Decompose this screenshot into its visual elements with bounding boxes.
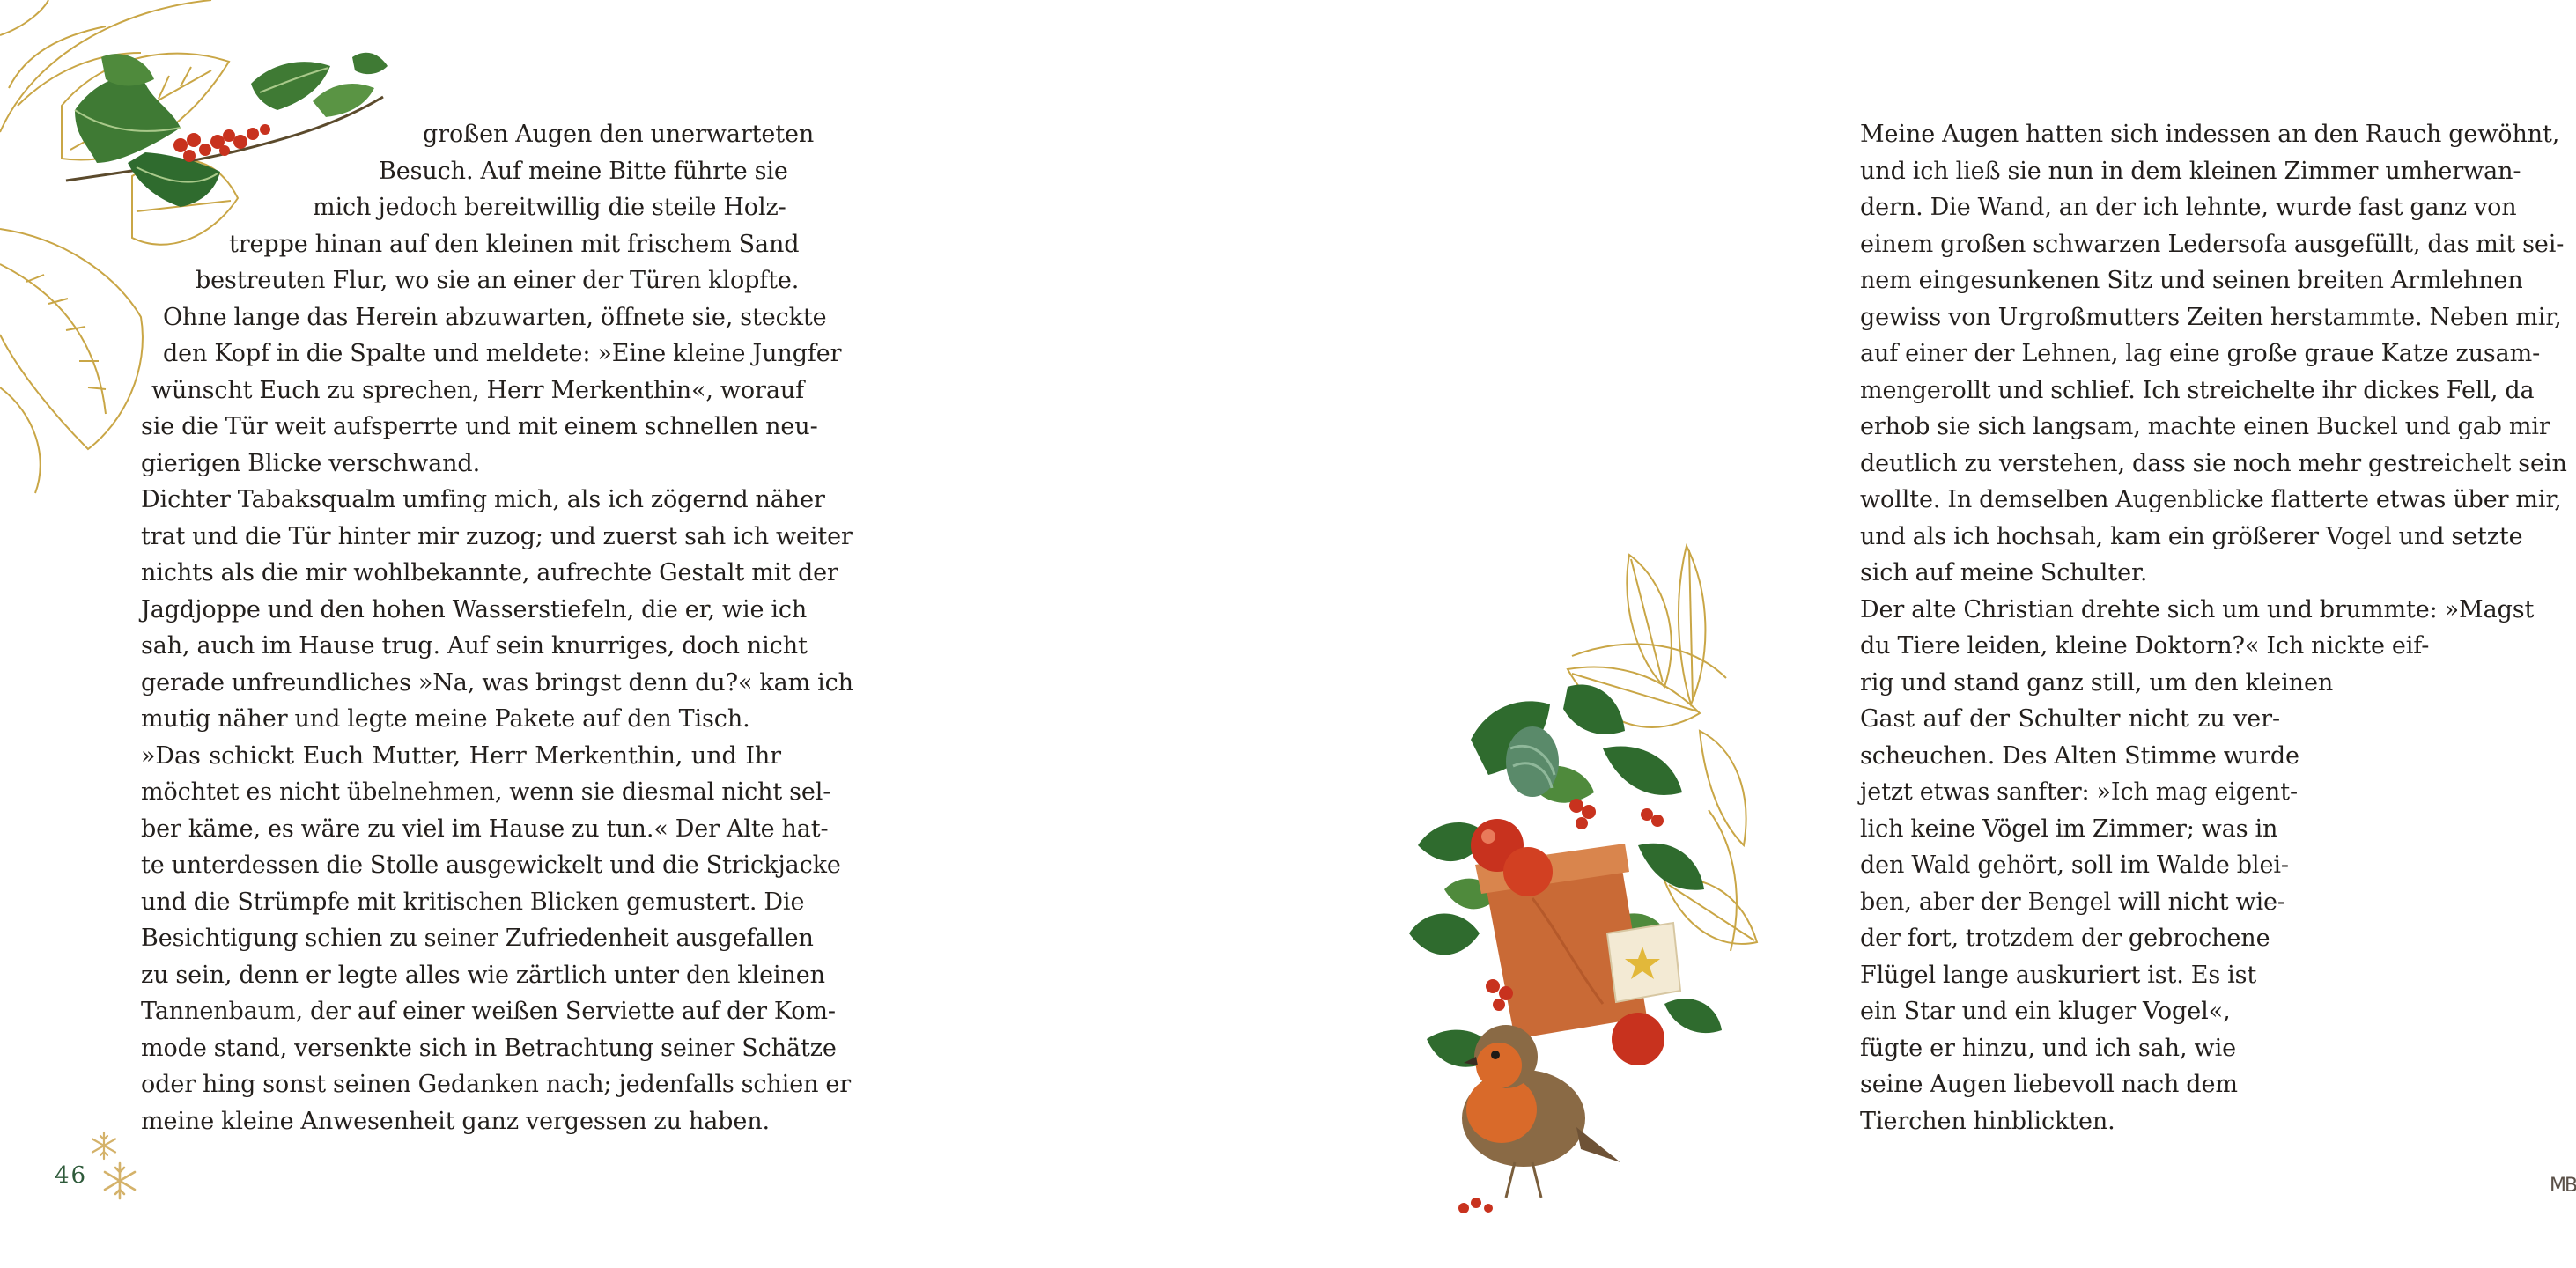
page-number: 46 xyxy=(55,1162,88,1189)
text-line: und die Strümpfe mit kritischen Blicken gemustert. Die xyxy=(141,888,805,916)
text-line: auf einer der Lehnen, lag eine große graue Katze zusam- xyxy=(1860,340,2541,367)
text-line: lich keine Vögel im Zimmer; was in xyxy=(1860,815,2278,843)
text-line: Besuch. Auf meine Bitte führte sie xyxy=(379,157,788,185)
text-line: deutlich zu verstehen, dass sie noch mehr gestreichelt sein xyxy=(1860,449,2567,477)
text-line: wollte. In demselben Augenblicke flatterte etwas über mir, xyxy=(1860,486,2562,513)
text-line: Der alte Christian drehte sich um und brummte: »Magst xyxy=(1860,595,2535,623)
artist-signature: MB xyxy=(2550,1175,2576,1197)
text-line: Tannenbaum, der auf einer weißen Serviette auf der Kom- xyxy=(141,998,836,1025)
text-line: Besichtigung schien zu seiner Zufriedenheit ausgefallen xyxy=(141,925,814,952)
text-line: nichts als die mir wohlbekannte, aufrechte Gestalt mit der xyxy=(141,559,838,586)
text-line: mich jedoch bereitwillig die steile Holz- xyxy=(313,194,786,221)
text-line: ben, aber der Bengel will nicht wie- xyxy=(1860,888,2285,916)
text-line: einem großen schwarzen Ledersofa ausgefüllt, das mit sei- xyxy=(1860,230,2565,258)
text-line: oder hing sonst seinen Gedanken nach; jedenfalls schien er xyxy=(141,1071,852,1098)
text-line: mengerollt und schlief. Ich streichelte ihr dickes Fell, da xyxy=(1860,376,2535,404)
snowflake-icon xyxy=(88,1130,120,1161)
text-line: Jagdjoppe und den hohen Wasserstiefeln, die er, wie ich xyxy=(141,595,808,623)
text-line: dern. Die Wand, an der ich lehnte, wurde fast ganz von xyxy=(1860,194,2517,221)
left-page xyxy=(0,0,881,1268)
text-line: erhob sie sich langsam, machte einen Buckel und gab mir xyxy=(1860,413,2550,440)
text-line: ein Star und ein kluger Vogel«, xyxy=(1860,998,2231,1025)
text-line: den Wald gehört, soll im Walde blei- xyxy=(1860,851,2289,879)
text-line: Ohne lange das Herein abzuwarten, öffnete sie, steckte xyxy=(163,303,827,331)
snowflake-icon xyxy=(100,1161,140,1201)
text-line: rig und stand ganz still, um den kleinen xyxy=(1860,668,2334,697)
text-line: fügte er hinzu, und ich sah, wie xyxy=(1860,1034,2236,1062)
text-line: großen Augen den unerwarteten xyxy=(423,121,815,148)
text-line: trat und die Tür hinter mir zuzog; und zuerst sah ich weiter xyxy=(141,522,853,550)
text-line: Meine Augen hatten sich indessen an den Rauch gewöhnt, xyxy=(1860,121,2560,148)
text-line: den Kopf in die Spalte und meldete: »Eine kleine Jungfer xyxy=(163,340,842,367)
text-line: der fort, trotzdem der gebrochene xyxy=(1860,925,2270,952)
text-line: gewiss von Urgroßmutters Zeiten herstammte. Neben mir, xyxy=(1860,303,2562,331)
text-line: sie die Tür weit aufsperrte und mit einem schnellen neu- xyxy=(141,413,818,440)
text-line: Flügel lange auskuriert ist. Es ist xyxy=(1860,961,2257,989)
text-line: zu sein, denn er legte alles wie zärtlich unter den kleinen xyxy=(141,961,825,989)
text-line: meine kleine Anwesenheit ganz vergessen zu haben. xyxy=(141,1107,771,1135)
text-line: ber käme, es wäre zu viel im Hause zu tun.« Der Alte hat- xyxy=(141,815,829,843)
text-line: »Das schickt Euch Mutter, Herr Merkenthin, und Ihr xyxy=(141,741,781,770)
right-body-text xyxy=(1860,116,2567,1139)
text-line: te unterdessen die Stolle ausgewickelt und die Strickjacke xyxy=(141,851,841,879)
text-line: mode stand, versenkte sich in Betrachtung seiner Schätze xyxy=(141,1034,837,1062)
text-line: scheuchen. Des Alten Stimme wurde xyxy=(1860,741,2299,770)
text-line: Tierchen hinblickten. xyxy=(1860,1107,2115,1135)
text-line: mutig näher und legte meine Pakete auf den Tisch. xyxy=(141,705,750,733)
left-body-text xyxy=(141,116,853,1139)
text-line: wünscht Euch zu sprechen, Herr Merkenthin«, worauf xyxy=(151,376,805,404)
text-line: du Tiere leiden, kleine Doktorn?« Ich nickte eif- xyxy=(1860,632,2430,660)
text-line: und als ich hochsah, kam ein größerer Vogel und setzte xyxy=(1860,522,2523,550)
text-line: sich auf meine Schulter. xyxy=(1860,559,2148,586)
right-page xyxy=(881,0,2576,1268)
text-line: treppe hinan auf den kleinen mit frischem Sand xyxy=(229,230,800,258)
text-line: Dichter Tabaksqualm umfing mich, als ich zögernd näher xyxy=(141,486,825,513)
text-line: nem eingesunkenen Sitz und seinen breiten Armlehnen xyxy=(1860,267,2523,294)
text-line: jetzt etwas sanfter: »Ich mag eigent- xyxy=(1860,778,2298,806)
text-line: Gast auf der Schulter nicht zu ver- xyxy=(1860,705,2280,733)
text-line: und ich ließ sie nun in dem kleinen Zimmer umherwan- xyxy=(1860,157,2521,185)
text-line: seine Augen liebevoll nach dem xyxy=(1860,1071,2238,1098)
text-line: sah, auch im Hause trug. Auf sein knurriges, doch nicht xyxy=(141,632,808,660)
text-line: bestreuten Flur, wo sie an einer der Türen klopfte. xyxy=(196,267,800,294)
robin-bird-icon xyxy=(1400,669,1744,1215)
text-line: gierigen Blicke verschwand. xyxy=(141,449,481,477)
text-line: möchtet es nicht übelnehmen, wenn sie diesmal nicht sel- xyxy=(141,778,831,806)
text-line: gerade unfreundliches »Na, was bringst denn du?« kam ich xyxy=(141,668,853,697)
